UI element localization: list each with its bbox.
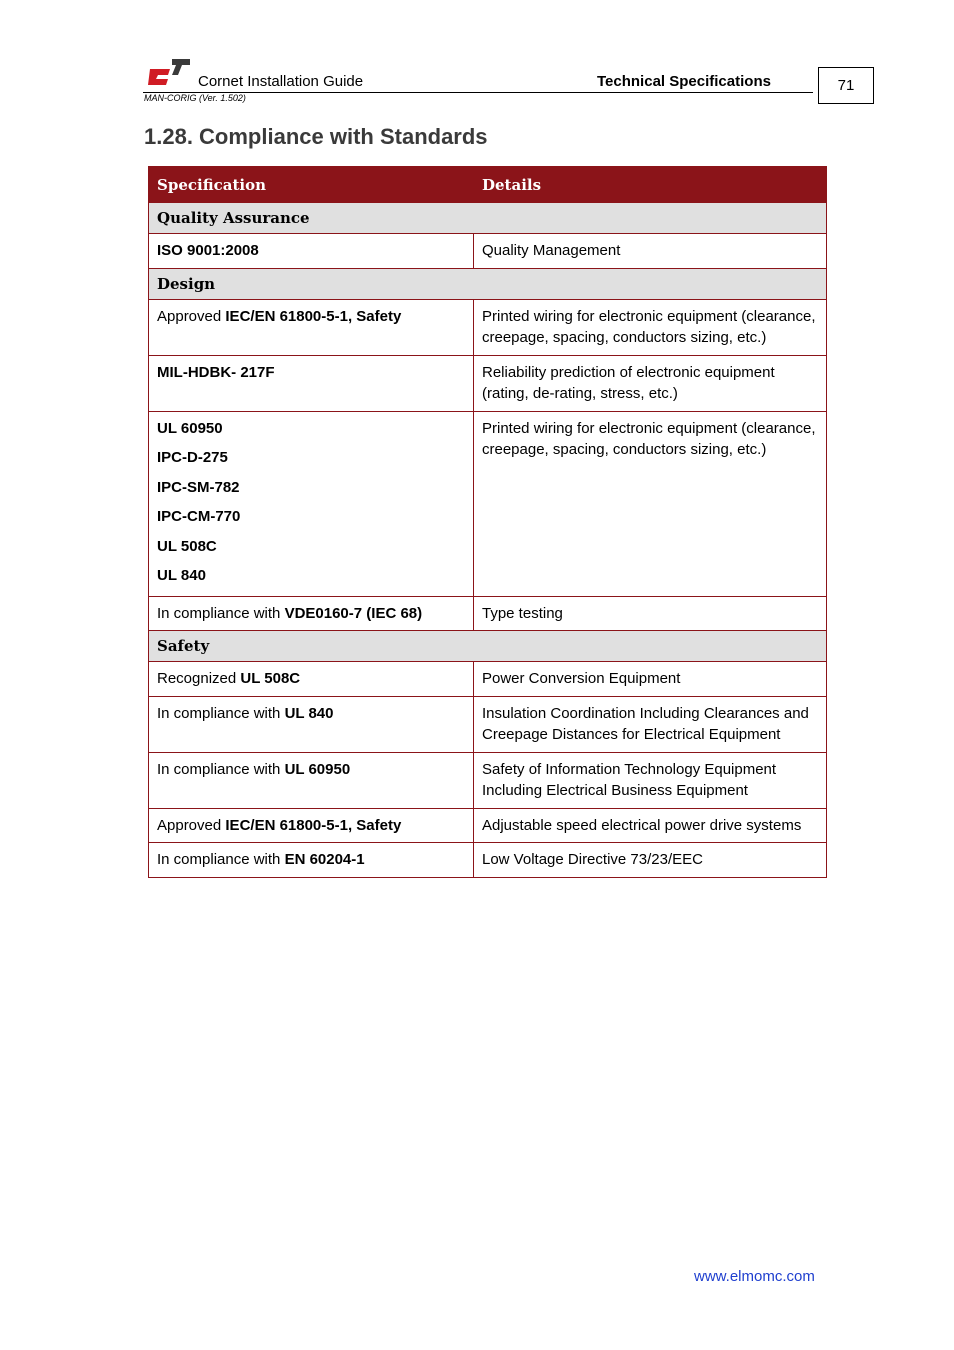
compliance-table bbox=[148, 166, 827, 878]
spec-cell bbox=[149, 696, 474, 752]
website-link[interactable]: www.elmomc.com bbox=[694, 1268, 815, 1285]
details-cell: Low Voltage Directive 73/23/EEC bbox=[474, 843, 827, 878]
group-label: Safety bbox=[149, 631, 827, 662]
details-cell: Type testing bbox=[474, 596, 827, 631]
elmo-logo bbox=[148, 57, 190, 87]
table-row bbox=[149, 234, 827, 269]
table-row bbox=[149, 843, 827, 878]
document-version: MAN-CORIG (Ver. 1.502) bbox=[144, 93, 246, 103]
spec-name: IEC/EN 61800-5-1, Safety bbox=[225, 816, 402, 834]
spec-cell bbox=[149, 752, 474, 808]
spec-name: UL 840 bbox=[284, 704, 334, 722]
column-header-details: Details bbox=[474, 167, 827, 203]
spec-name: EN 60204-1 bbox=[284, 851, 365, 868]
group-row-quality-assurance bbox=[149, 203, 827, 234]
details-cell: Reliability prediction of electronic equipment (rating, de-rating, stress, etc.) bbox=[474, 355, 827, 411]
spec-name: IEC/EN 61800-5-1, Safety bbox=[225, 307, 402, 325]
details-cell: Quality Management bbox=[474, 234, 827, 269]
spec-prefix: In compliance with bbox=[157, 604, 285, 622]
column-header-specification: Specification bbox=[149, 167, 474, 203]
spec-name: UL 508C bbox=[240, 670, 301, 687]
spec-name: IPC-SM-782 bbox=[157, 478, 240, 496]
group-row-safety bbox=[149, 631, 827, 662]
details-cell: Safety of Information Technology Equipment Including Electrical Business Equipment bbox=[474, 752, 827, 808]
spec-cell bbox=[149, 843, 474, 878]
spec-prefix: Approved bbox=[157, 307, 226, 325]
spec-name: MIL-HDBK- 217F bbox=[157, 363, 275, 381]
spec-cell bbox=[149, 355, 474, 411]
spec-name: UL 508C bbox=[157, 537, 217, 555]
section-name: Technical Specifications bbox=[597, 73, 771, 90]
spec-name: IPC-CM-770 bbox=[157, 508, 241, 525]
spec-name: UL 60950 bbox=[157, 419, 223, 437]
spec-name: UL 60950 bbox=[284, 760, 351, 778]
spec-name: UL 840 bbox=[157, 567, 206, 584]
table-row bbox=[149, 662, 827, 697]
document-title: Cornet Installation Guide bbox=[198, 73, 364, 90]
table-row bbox=[149, 696, 827, 752]
group-label: Design bbox=[149, 268, 827, 299]
spec-cell bbox=[149, 662, 474, 697]
details-cell: Power Conversion Equipment bbox=[474, 662, 827, 697]
spec-name: ISO 9001:2008 bbox=[157, 242, 259, 259]
spec-cell bbox=[149, 596, 474, 631]
spec-prefix: Approved bbox=[157, 816, 226, 834]
details-cell: Printed wiring for electronic equipment (clearance, creepage, spacing, conductors sizing, etc.) bbox=[474, 299, 827, 355]
spec-prefix: Recognized bbox=[157, 670, 241, 687]
spec-name: VDE0160-7 (IEC 68) bbox=[284, 604, 423, 622]
spec-cell bbox=[149, 808, 474, 843]
table-row bbox=[149, 596, 827, 631]
spec-cell bbox=[149, 411, 474, 596]
table-row bbox=[149, 355, 827, 411]
table-row bbox=[149, 299, 827, 355]
table-row bbox=[149, 752, 827, 808]
table-row bbox=[149, 411, 827, 596]
spec-cell bbox=[149, 299, 474, 355]
spec-prefix: In compliance with bbox=[157, 760, 285, 778]
spec-name: IPC-D-275 bbox=[157, 449, 228, 466]
table-row bbox=[149, 808, 827, 843]
table-header-row bbox=[149, 167, 827, 203]
group-row-design bbox=[149, 268, 827, 299]
section-heading: 1.28. Compliance with Standards bbox=[144, 124, 488, 149]
details-cell: Insulation Coordination Including Clearances and Creepage Distances for Electrical Equipment bbox=[474, 696, 827, 752]
page-number: 71 bbox=[818, 67, 874, 104]
group-label: Quality Assurance bbox=[149, 203, 827, 234]
spec-prefix: In compliance with bbox=[157, 851, 285, 868]
details-cell: Printed wiring for electronic equipment (clearance, creepage, spacing, conductors sizing, etc.) bbox=[474, 411, 827, 596]
spec-prefix: In compliance with bbox=[157, 704, 285, 722]
details-cell: Adjustable speed electrical power drive systems bbox=[474, 808, 827, 843]
spec-cell bbox=[149, 234, 474, 269]
